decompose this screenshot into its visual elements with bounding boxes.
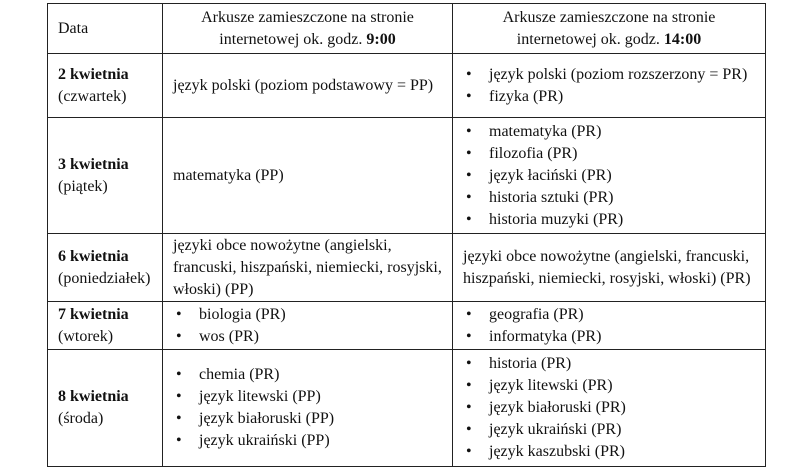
list-item: • chemia (PR) bbox=[173, 364, 452, 386]
afternoon-cell bbox=[453, 234, 766, 302]
header-morning-line2: internetowej ok. godz. bbox=[219, 30, 367, 48]
bullet-icon: • bbox=[466, 166, 472, 184]
list-item: • fizyka (PR) bbox=[463, 86, 765, 108]
list-item: • język białoruski (PR) bbox=[463, 397, 765, 419]
list-item: • język łaciński (PR) bbox=[463, 165, 765, 187]
list-item: • matematyka (PR) bbox=[463, 121, 765, 143]
list-item: • historia muzyki (PR) bbox=[463, 209, 765, 231]
table-row bbox=[48, 118, 766, 234]
table-row bbox=[48, 350, 766, 467]
bullet-icon: • bbox=[176, 432, 182, 449]
afternoon-cell bbox=[453, 350, 766, 467]
date-cell bbox=[48, 350, 163, 467]
morning-cell bbox=[163, 118, 453, 234]
bullet-icon: • bbox=[466, 355, 472, 372]
bullet-icon: • bbox=[466, 443, 472, 460]
table-row bbox=[48, 54, 766, 118]
afternoon-list bbox=[463, 353, 765, 463]
bullet-icon: • bbox=[466, 305, 472, 323]
date-cell bbox=[48, 54, 163, 118]
date-weekday: (środa) bbox=[58, 410, 104, 427]
bullet-icon: • bbox=[176, 327, 182, 345]
list-item: • wos (PR) bbox=[173, 326, 452, 348]
list-item: • język litewski (PR) bbox=[463, 375, 765, 397]
list-item: • historia sztuki (PR) bbox=[463, 187, 765, 209]
bullet-icon: • bbox=[466, 188, 472, 206]
list-item: • biologia (PR) bbox=[173, 304, 452, 326]
date-day: 7 kwietnia bbox=[58, 305, 129, 323]
bullet-icon: • bbox=[466, 327, 472, 345]
header-morning-line1: Arkusze zamieszczone na stronie bbox=[201, 8, 414, 26]
date-weekday: (wtorek) bbox=[58, 327, 114, 345]
date-weekday: (poniedziałek) bbox=[58, 269, 151, 287]
table-row bbox=[48, 302, 766, 350]
afternoon-list bbox=[463, 304, 765, 348]
bullet-icon: • bbox=[176, 366, 182, 383]
bullet-icon: • bbox=[176, 388, 182, 405]
bullet-icon: • bbox=[176, 410, 182, 427]
date-day: 6 kwietnia bbox=[58, 247, 129, 265]
afternoon-cell bbox=[453, 118, 766, 234]
bullet-icon: • bbox=[466, 210, 472, 228]
morning-text: języki obce nowożytne (angielski, francuski, hiszpański, niemiecki, rosyjski, włoski) (PP) bbox=[173, 236, 442, 298]
afternoon-list bbox=[463, 121, 765, 231]
morning-cell bbox=[163, 54, 453, 118]
list-item: • język kaszubski (PR) bbox=[463, 441, 765, 463]
bullet-icon: • bbox=[466, 122, 472, 140]
table-row bbox=[48, 234, 766, 302]
afternoon-list bbox=[463, 64, 765, 108]
date-cell bbox=[48, 234, 163, 302]
morning-cell bbox=[163, 234, 453, 302]
afternoon-cell bbox=[453, 302, 766, 350]
date-weekday: (czwartek) bbox=[58, 87, 127, 105]
bullet-icon: • bbox=[466, 87, 472, 105]
list-item: • filozofia (PR) bbox=[463, 143, 765, 165]
morning-list bbox=[173, 364, 452, 452]
date-weekday: (piątek) bbox=[58, 177, 108, 195]
date-day: 3 kwietnia bbox=[58, 155, 129, 173]
list-item: • język białoruski (PP) bbox=[173, 408, 452, 430]
list-item: • historia (PR) bbox=[463, 353, 765, 375]
bullet-icon: • bbox=[466, 421, 472, 438]
date-cell bbox=[48, 302, 163, 350]
bullet-icon: • bbox=[466, 399, 472, 416]
morning-text: matematyka (PP) bbox=[173, 166, 284, 184]
list-item: • język polski (poziom rozszerzony = PR) bbox=[463, 64, 765, 86]
morning-cell bbox=[163, 350, 453, 467]
bullet-icon: • bbox=[176, 305, 182, 323]
date-day: 8 kwietnia bbox=[58, 388, 129, 405]
header-date-cell bbox=[48, 4, 163, 54]
bullet-icon: • bbox=[466, 144, 472, 162]
morning-text: język polski (poziom podstawowy = PP) bbox=[173, 76, 434, 94]
list-item: • informatyka (PR) bbox=[463, 326, 765, 348]
bullet-icon: • bbox=[466, 65, 472, 83]
table-header-row bbox=[48, 4, 766, 54]
header-afternoon-line2: internetowej ok. godz. bbox=[516, 30, 664, 48]
morning-list bbox=[173, 304, 452, 348]
header-afternoon-time: 14:00 bbox=[663, 30, 702, 48]
header-morning-time: 9:00 bbox=[366, 30, 396, 48]
header-afternoon-line1: Arkusze zamieszczone na stronie bbox=[502, 8, 716, 26]
list-item: • język ukraiński (PP) bbox=[173, 430, 452, 452]
header-morning-cell bbox=[163, 4, 453, 54]
afternoon-text: języki obce nowożytne (angielski, francuski, hiszpański, niemiecki, rosyjski, włoski) (PR) bbox=[463, 247, 751, 287]
list-item: • geografia (PR) bbox=[463, 304, 765, 326]
morning-cell bbox=[163, 302, 453, 350]
afternoon-cell bbox=[453, 54, 766, 118]
date-day: 2 kwietnia bbox=[58, 65, 129, 83]
list-item: • język ukraiński (PR) bbox=[463, 419, 765, 441]
exam-schedule-table bbox=[47, 3, 766, 467]
header-afternoon-cell bbox=[453, 4, 766, 54]
date-cell bbox=[48, 118, 163, 234]
list-item: • język litewski (PP) bbox=[173, 386, 452, 408]
header-date-label: Data bbox=[58, 19, 89, 37]
bullet-icon: • bbox=[466, 377, 472, 394]
